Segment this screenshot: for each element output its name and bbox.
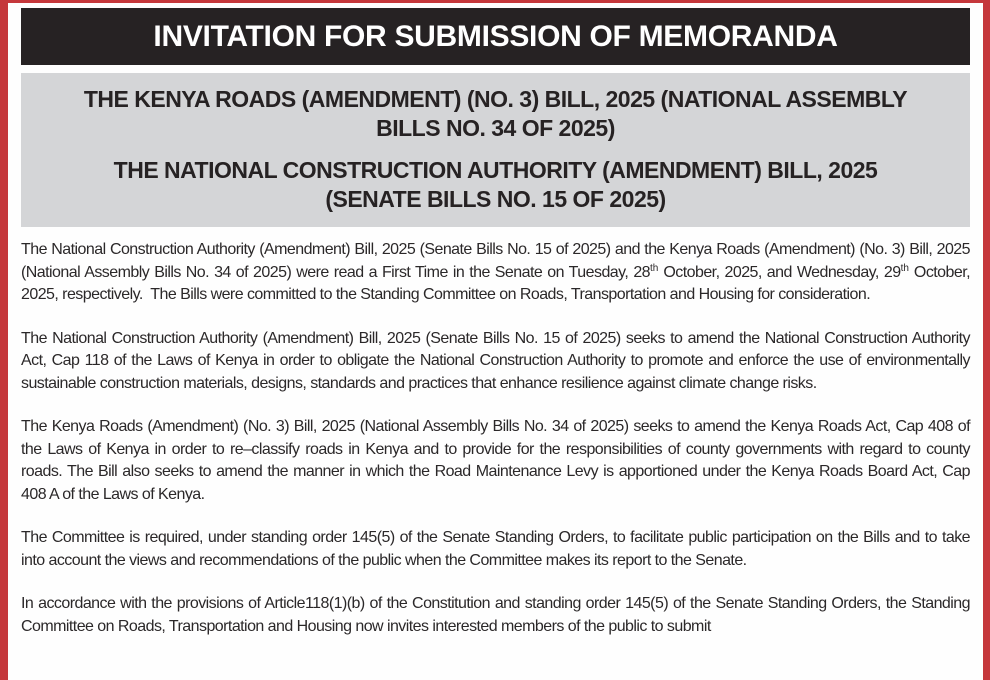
paragraph-committee-requirement: The Committee is required, under standing order 145(5) of the Senate Standing Orders, to facilitate public participation on the Bills and to take into account the views and recommendations of the public when the Committee makes its report to the Senate. xyxy=(21,529,970,569)
paragraph-kenya-roads-bill-purpose: The Kenya Roads (Amendment) (No. 3) Bill, 2025 (National Assembly Bills No. 34 of 2025) seeks to amend the Kenya Roads Act, Cap 408 of the Laws of Kenya in order to re–classify roads in Kenya and to provide for the responsibilities of county governments with regard to county roads. The Bill also seeks to amend the manner in which the Road Maintenance Levy is apportioned under the Kenya Roads Board Act, Cap 408 A of the Laws of Kenya. xyxy=(21,418,970,503)
notice-banner-title: INVITATION FOR SUBMISSION OF MEMORANDA xyxy=(153,19,838,53)
paragraph-public-invitation: In accordance with the provisions of Article118(1)(b) of the Constitution and standing order 145(5) of the Senate Standing Orders, the Standing Committee on Roads, Transportation and Housing now invites interested members of the public to submit xyxy=(21,595,970,635)
paragraph-first-reading xyxy=(21,239,970,307)
ordinal-superscript-29th: th xyxy=(900,262,909,274)
paragraph-nca-bill-purpose: The National Construction Authority (Amendment) Bill, 2025 (Senate Bills No. 15 of 2025) seeks to amend the National Construction Authority Act, Cap 118 of the Laws of Kenya in order to obligate the National Construction Authority to promote and enforce the use of environmentally sustainable construction materials, designs, standards and practices that enhance resilience against climate change risks. xyxy=(21,329,970,392)
bill-title-kenya-roads-line1: THE KENYA ROADS (AMENDMENT) (NO. 3) BILL, 2025 (NATIONAL ASSEMBLY xyxy=(83,86,908,112)
notice-banner xyxy=(21,8,970,65)
bill-title-national-construction-line2: (SENATE BILLS NO. 15 OF 2025) xyxy=(325,186,666,212)
paragraph-first-reading-text-1: The National Construction Authority (Amendment) Bill, 2025 (Senate Bills No. 15 of 2025) and the Kenya Roads (Amendment) (No. 3) Bill, 2025 (National Assembly Bills No. 34 of 2025) were read a First Time in the Senate on Tuesday, 28 xyxy=(21,241,970,281)
bill-title-national-construction xyxy=(29,156,962,214)
bill-titles-box xyxy=(21,73,970,227)
bill-title-kenya-roads xyxy=(29,85,962,143)
paragraph-first-reading-text-3: October, 2025, respectively. The Bills were committed to the Standing Committee on Roads, Transportation and Housing for consideration. xyxy=(21,263,971,303)
ordinal-superscript-28th: th xyxy=(650,262,659,274)
paragraph-first-reading-text-2: October, 2025, and Wednesday, 29 xyxy=(658,263,901,281)
notice-body xyxy=(21,239,970,638)
bill-title-national-construction-line1: THE NATIONAL CONSTRUCTION AUTHORITY (AMENDMENT) BILL, 2025 xyxy=(113,157,878,183)
bill-title-kenya-roads-line2: BILLS NO. 34 OF 2025) xyxy=(376,115,615,141)
